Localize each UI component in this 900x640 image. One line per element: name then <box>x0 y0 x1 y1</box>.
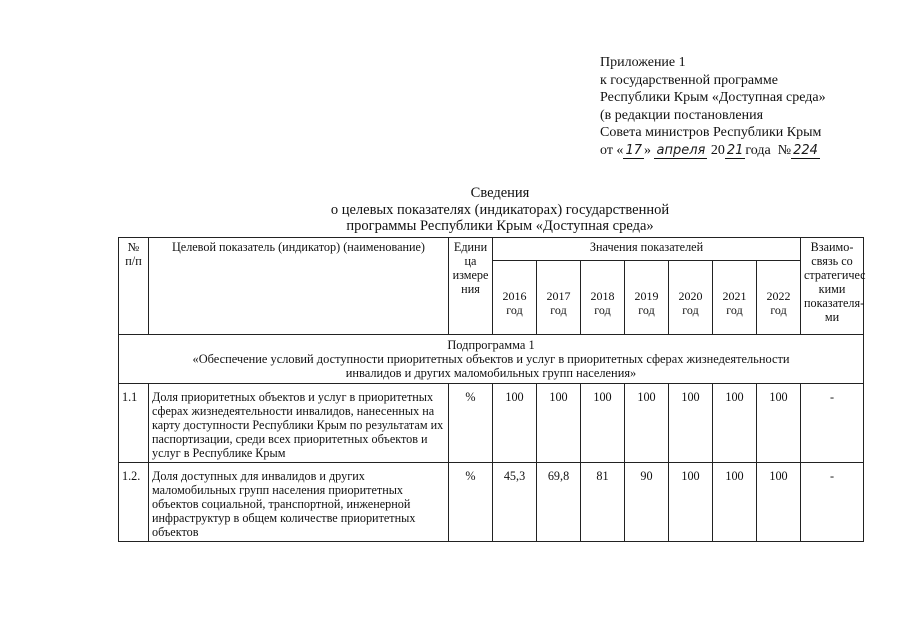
document-title <box>230 185 770 235</box>
row-value-2021: 100 <box>713 463 757 542</box>
row-value-2020: 100 <box>669 463 713 542</box>
date-prefix: от « <box>600 142 624 158</box>
row-value-2016: 100 <box>493 384 537 463</box>
header-line-1: Приложение 1 <box>600 55 686 70</box>
subprogram-row <box>119 335 864 384</box>
row-value-2022: 100 <box>757 463 801 542</box>
header-year-2016: 2016 год <box>493 261 537 335</box>
header-line-3: Республики Крым «Доступная среда» <box>600 90 826 105</box>
header-indicator: Целевой показатель (индикатор) (наименование) <box>149 238 449 335</box>
row-indicator-name: Доля доступных для инвалидов и других маломобильных групп населения приоритетных объектов социальной, транспортной, инженерной инфраструктур в общем количестве приоритетных объектов <box>149 463 449 542</box>
header-year-2018: 2018 год <box>581 261 625 335</box>
subprogram-line-2: «Обеспечение условий доступности приоритетных объектов и услуг в приоритетных сферах жизнедеятельности <box>192 352 790 366</box>
table-row <box>119 384 864 463</box>
handwritten-year: 21 <box>726 142 744 158</box>
handwritten-month: апреля <box>656 142 706 158</box>
row-unit: % <box>449 384 493 463</box>
header-date-line <box>600 142 826 160</box>
row-value-2022: 100 <box>757 384 801 463</box>
subprogram-line-3: инвалидов и других маломобильных групп населения» <box>345 366 637 380</box>
row-value-2021: 100 <box>713 384 757 463</box>
handwritten-number: 224 <box>793 142 818 158</box>
row-value-2016: 45,3 <box>493 463 537 542</box>
row-value-2017: 69,8 <box>537 463 581 542</box>
date-quote-close: » <box>643 142 651 158</box>
table-header-row-1 <box>119 238 864 261</box>
handwritten-day: 17 <box>625 142 642 158</box>
header-year-2020: 2020 год <box>669 261 713 335</box>
table-row <box>119 463 864 542</box>
header-line-4: (в редакции постановления <box>600 107 764 123</box>
header-relation: Взаимо-связь со стратегичес кими показателя-ми <box>801 238 864 335</box>
row-num: 1.2. <box>119 463 149 542</box>
row-relation: - <box>801 463 864 542</box>
header-unit: Едини ца измере ния <box>449 238 493 335</box>
row-relation: - <box>801 384 864 463</box>
indicators-table <box>118 237 864 542</box>
header-year-2017: 2017 год <box>537 261 581 335</box>
row-value-2018: 100 <box>581 384 625 463</box>
subprogram-line-1: Подпрограмма 1 <box>447 338 535 352</box>
header-year-2021: 2021 год <box>713 261 757 335</box>
row-indicator-name: Доля приоритетных объектов и услуг в приоритетных сферах жизнедеятельности инвалидов, нанесенных на карту доступности Республики Крым по результатам их паспортизации, среди всех приоритетных объектов и услуг в Республике Крым <box>149 384 449 463</box>
row-num: 1.1 <box>119 384 149 463</box>
row-value-2019: 100 <box>625 384 669 463</box>
date-year-word: года <box>745 142 771 158</box>
subprogram-cell <box>119 335 864 384</box>
title-line-3: программы Республики Крым «Доступная среда» <box>346 218 654 234</box>
title-line-1: Сведения <box>470 185 530 201</box>
row-value-2020: 100 <box>669 384 713 463</box>
row-value-2017: 100 <box>537 384 581 463</box>
header-year-2019: 2019 год <box>625 261 669 335</box>
document-header <box>600 54 826 159</box>
header-line-5: Совета министров Республики Крым <box>600 125 822 140</box>
row-value-2018: 81 <box>581 463 625 542</box>
row-unit: % <box>449 463 493 542</box>
header-year-2022: 2022 год <box>757 261 801 335</box>
header-num: № п/п <box>119 238 149 335</box>
row-value-2019: 90 <box>625 463 669 542</box>
header-values-group: Значения показателей <box>493 238 801 261</box>
date-year-prefix: 20 <box>710 142 725 158</box>
header-line-2: к государственной программе <box>600 72 778 88</box>
number-sign: № <box>777 142 792 158</box>
title-line-2: о целевых показателях (индикаторах) государственной <box>330 201 670 218</box>
